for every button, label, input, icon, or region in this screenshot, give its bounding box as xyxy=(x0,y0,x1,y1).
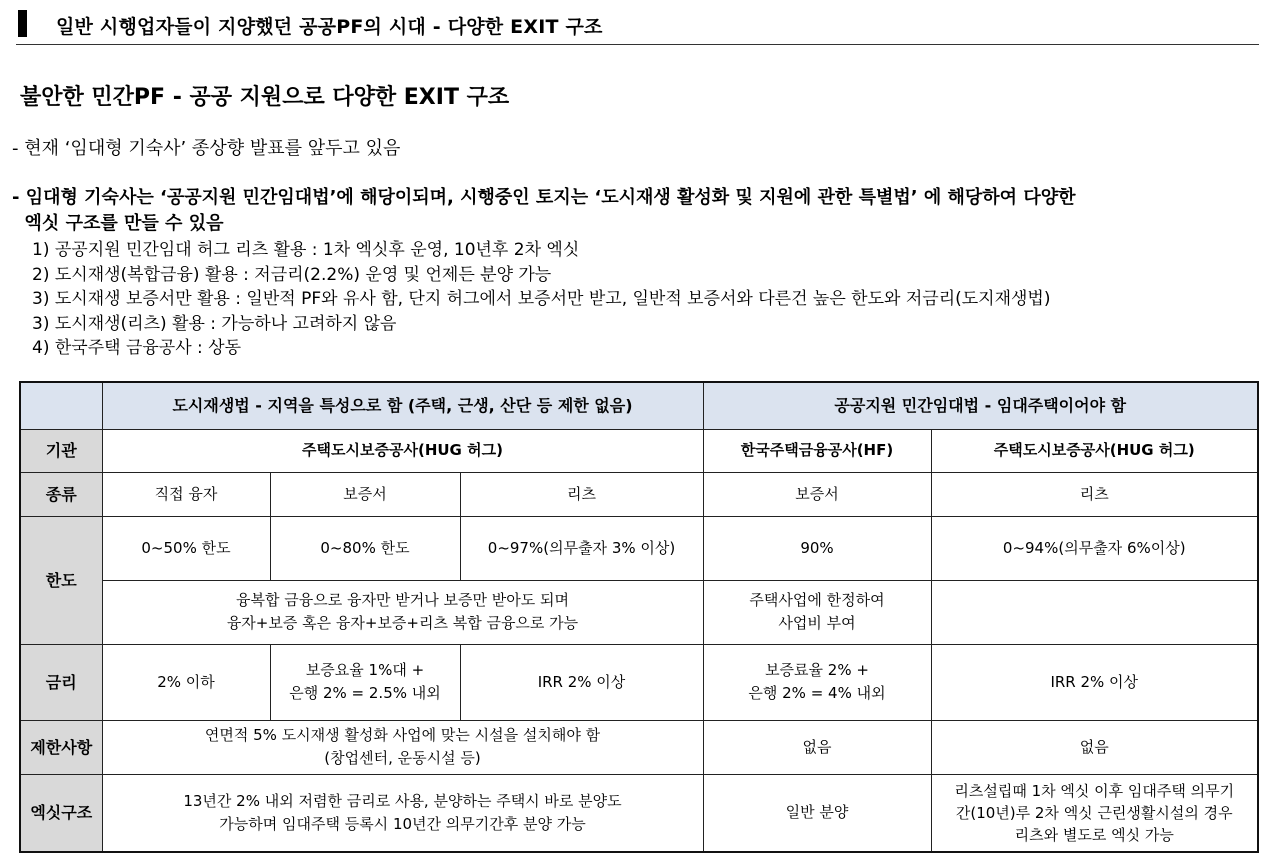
agency-hug: 주택도시보증공사(HUG 허그) xyxy=(102,429,703,472)
header-public-rental: 공공지원 민간임대법 - 임대주택이어야 함 xyxy=(703,382,1258,429)
restriction-urban xyxy=(102,720,703,774)
limit-guarantee: 0~80% 한도 xyxy=(270,516,460,580)
type-direct-loan: 직접 융자 xyxy=(102,472,270,516)
limit-note-line: 사업비 부여 xyxy=(778,614,856,632)
rate-line: 보증요율 1%대 + xyxy=(305,661,425,679)
label-exit: 엑싯구조 xyxy=(20,774,102,852)
exit-line: 13년간 2% 내외 저렴한 금리로 사용, 분양하는 주택시 바로 분양도 xyxy=(183,791,622,810)
limit-note-line: 융자+보증 혹은 융자+보증+리츠 복합 금융으로 가능 xyxy=(226,614,579,632)
type-hug-reits: 리츠 xyxy=(931,472,1258,516)
header-corner xyxy=(20,382,102,429)
exit-hug-reits xyxy=(931,774,1258,852)
bullet-structure-line2: 엑싯 구조를 만들 수 있음 xyxy=(12,213,224,234)
exit-line: 리츠설립때 1차 엑싯 이후 임대주택 의무기 xyxy=(954,781,1235,800)
option-item: 3) 도시재생 보증서만 활용 : 일반적 PF와 유사 함, 단지 허그에서 보증서만 받고, 일반적 보증서와 다른건 높은 한도와 저금리(도지재생법) xyxy=(32,289,1051,309)
option-item: 4) 한국주택 금융공사 : 상동 xyxy=(32,338,242,358)
limit-note-line: 주택사업에 한정하여 xyxy=(749,591,885,609)
type-reits: 리츠 xyxy=(460,472,703,516)
header-title: 일반 시행업자들이 지양했던 공공PF의 시대 - 다양한 EXIT 구조 xyxy=(56,16,603,38)
header-bar xyxy=(18,10,27,37)
option-item: 2) 도시재생(복합금융) 활용 : 저금리(2.2%) 운영 및 언제든 분양 가능 xyxy=(32,264,552,285)
section-title: 불안한 민간PF - 공공 지원으로 다양한 EXIT 구조 xyxy=(20,85,510,110)
rate-line: 은행 2% = 2.5% 내외 xyxy=(289,684,441,702)
rate-hf xyxy=(703,644,931,720)
option-item: 1) 공공지원 민간임대 허그 리츠 활용 : 1차 엑싯후 운영, 10년후 2차 엑싯 xyxy=(32,240,580,260)
limit-note-empty xyxy=(931,580,1258,644)
option-list xyxy=(32,238,1051,361)
header-urban-regeneration: 도시재생법 - 지역을 특성으로 함 (주택, 근생, 산단 등 제한 없음) xyxy=(102,382,703,429)
restriction-line: 연면적 5% 도시재생 활성화 사업에 맞는 시설을 설치해야 함 xyxy=(204,726,601,744)
label-type: 종류 xyxy=(20,472,102,516)
bullet-announcement: - 현재 ‘임대형 기숙사’ 종상향 발표를 앞두고 있음 xyxy=(12,138,401,159)
rate-hug-reits: IRR 2% 이상 xyxy=(931,644,1258,720)
rate-guarantee xyxy=(270,644,460,720)
option-item: 3) 도시재생(리츠) 활용 : 가능하나 고려하지 않음 xyxy=(32,313,397,334)
rate-reits: IRR 2% 이상 xyxy=(460,644,703,720)
limit-hf: 90% xyxy=(703,516,931,580)
limit-hug-reits: 0~94%(의무출자 6%이상) xyxy=(931,516,1258,580)
label-limit: 한도 xyxy=(20,516,102,644)
slide-header xyxy=(16,6,1259,45)
rate-direct-loan: 2% 이하 xyxy=(102,644,270,720)
agency-hug-reits: 주택도시보증공사(HUG 허그) xyxy=(931,429,1258,472)
restriction-hug: 없음 xyxy=(931,720,1258,774)
exit-line: 가능하며 임대주택 등록시 10년간 의무기간후 분양 가능 xyxy=(219,814,586,833)
rate-line: 은행 2% = 4% 내외 xyxy=(748,684,886,702)
limit-note-hf xyxy=(703,580,931,644)
exit-urban xyxy=(102,774,703,852)
comparison-table xyxy=(19,381,1259,853)
agency-hf: 한국주택금융공사(HF) xyxy=(703,429,931,472)
bullet-structure xyxy=(12,185,1075,237)
limit-direct-loan: 0~50% 한도 xyxy=(102,516,270,580)
exit-hf: 일반 분양 xyxy=(703,774,931,852)
exit-line: 리츠와 별도로 엑싯 가능 xyxy=(1014,825,1174,844)
restriction-line: (창업센터, 운동시설 등) xyxy=(324,749,481,767)
label-restriction: 제한사항 xyxy=(20,720,102,774)
limit-note-line: 융복합 금융으로 융자만 받거나 보증만 받아도 되며 xyxy=(236,591,569,609)
label-agency: 기관 xyxy=(20,429,102,472)
label-rate: 금리 xyxy=(20,644,102,720)
restriction-hf: 없음 xyxy=(703,720,931,774)
rate-line: 보증료율 2% + xyxy=(765,661,869,679)
bullet-structure-line1: - 임대형 기숙사는 ‘공공지원 민간임대법’에 해당이되며, 시행중인 토지는 ‘도시재생 활성화 및 지원에 관한 특별법’ 에 해당하여 다양한 xyxy=(12,187,1076,208)
type-guarantee: 보증서 xyxy=(270,472,460,516)
limit-reits: 0~97%(의무출자 3% 이상) xyxy=(460,516,703,580)
exit-line: 간(10년)루 2차 엑싯 근린생활시설의 경우 xyxy=(955,803,1233,822)
type-hf-guarantee: 보증서 xyxy=(703,472,931,516)
limit-note-combined xyxy=(102,580,703,644)
